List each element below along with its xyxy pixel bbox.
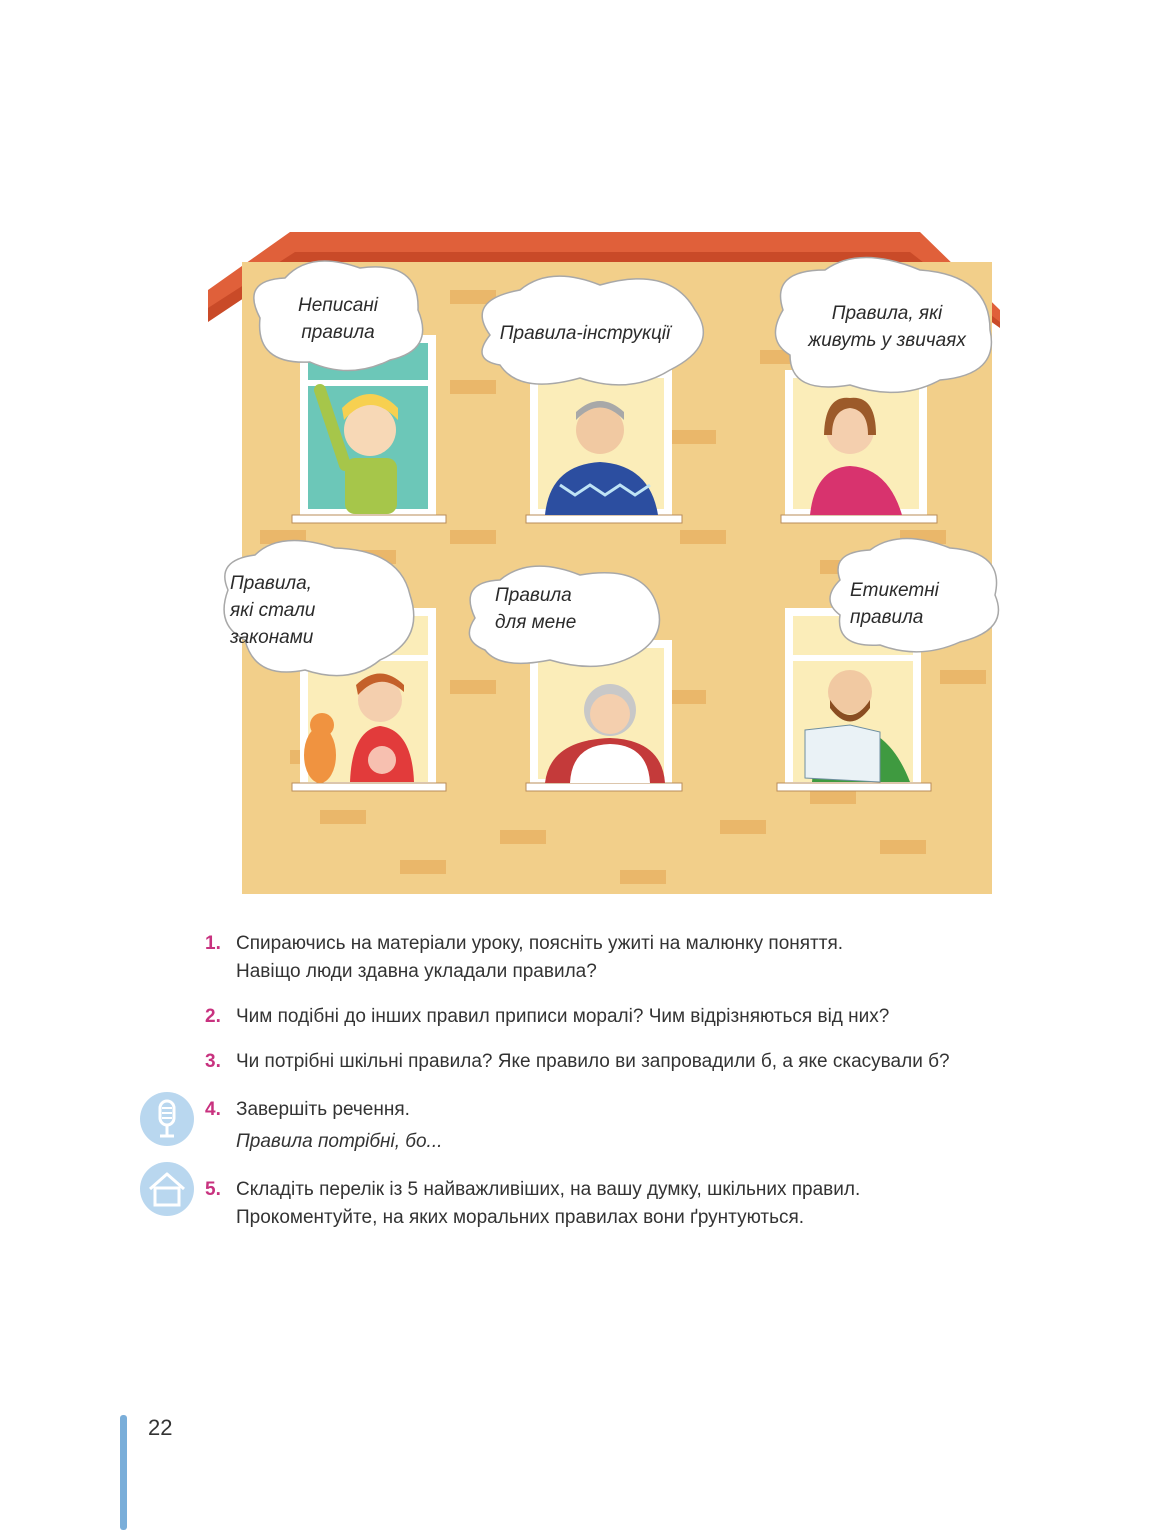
question-number: 3. [205, 1051, 221, 1072]
sentence-starter: Правила потрібні, бо... [236, 1131, 443, 1152]
bubble-instruction-rules: Правила-інструкції [499, 323, 671, 344]
question-text: Спираючись на матеріали уроку, поясніть ужиті на малюнку поняття. [236, 933, 844, 954]
question-text: Чи потрібні шкільні правила? Яке правило ви запровадили б, а яке скасували б? [236, 1051, 950, 1072]
window-woman [781, 370, 937, 523]
bubble-unwritten-rules: Неписані правила [297, 295, 379, 343]
question-5 [205, 1176, 1105, 1232]
question-number: 4. [205, 1099, 221, 1120]
question-text: Завершіть речення. [236, 1099, 410, 1120]
question-text: Складіть перелік із 5 найважливіших, на вашу думку, шкільних правил. [236, 1179, 861, 1200]
question-text: Навіщо люди здавна укладали правила? [236, 961, 597, 982]
question-number: 1. [205, 933, 221, 954]
bubble-custom-rules: Правила, які живуть у звичаях [808, 303, 966, 351]
house-icon [140, 1162, 194, 1216]
question-3 [205, 1048, 1105, 1076]
question-text: Прокоментуйте, на яких моральних правилах вони ґрунтуються. [236, 1207, 805, 1228]
window-grandfather [526, 370, 682, 523]
building-illustration [200, 230, 1000, 900]
bubble-rules-for-me: Правила для мене [495, 585, 577, 633]
bubble-etiquette-rules: Етикетні правила [850, 580, 939, 628]
question-number: 2. [205, 1006, 221, 1027]
page-margin-bar [120, 1415, 127, 1530]
bubble-law-rules: Правила, які стали законами [230, 573, 316, 648]
question-2 [205, 1003, 1105, 1031]
question-1 [205, 930, 1105, 986]
question-4 [205, 1096, 1105, 1156]
microphone-icon [140, 1092, 194, 1146]
page-number: 22 [148, 1415, 173, 1440]
question-number: 5. [205, 1179, 221, 1200]
question-text: Чим подібні до інших правил приписи моралі? Чим відрізняються від них? [236, 1006, 890, 1027]
